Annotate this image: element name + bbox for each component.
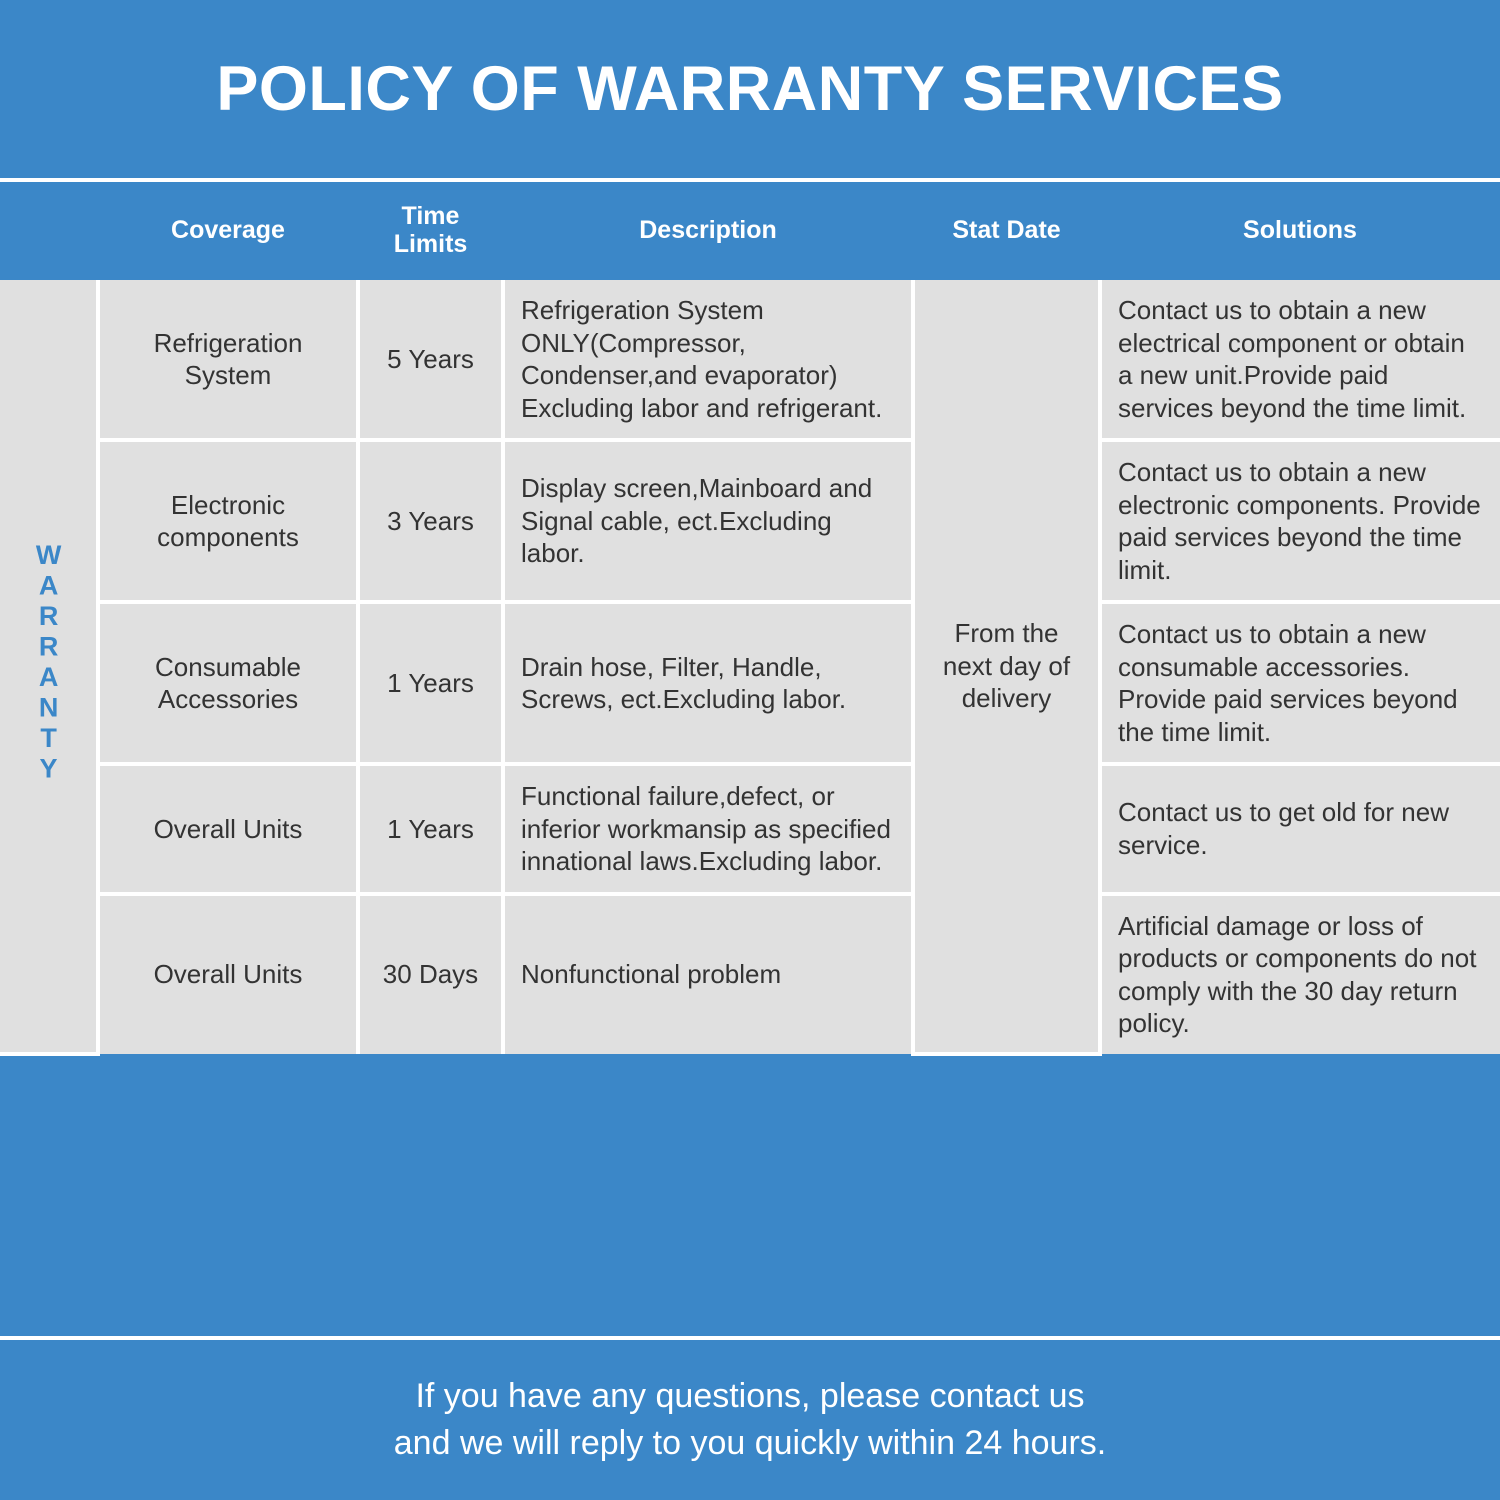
cell-solutions: Contact us to obtain a new electrical component or obtain a new unit.Provide paid services beyond the time limit.	[1100, 280, 1500, 440]
table-header-time-limits: Time Limits	[358, 182, 503, 280]
cell-description: Nonfunctional problem	[503, 894, 913, 1054]
table-row	[0, 602, 1500, 764]
cell-time-limits: 1 Years	[358, 764, 503, 894]
cell-time-limits: 5 Years	[358, 280, 503, 440]
table-row	[0, 280, 1500, 440]
cell-solutions: Artificial damage or loss of products or components do not comply with the 30 day return policy.	[1100, 894, 1500, 1054]
cell-coverage: Consumable Accessories	[98, 602, 358, 764]
footer-line-2: and we will reply to you quickly within 24 hours.	[393, 1424, 1107, 1462]
cell-description: Refrigeration System ONLY(Compressor, Condenser,and evaporator) Excluding labor and refrigerant.	[503, 280, 913, 440]
cell-description: Display screen,Mainboard and Signal cable, ect.Excluding labor.	[503, 440, 913, 602]
table-header-solutions: Solutions	[1100, 182, 1500, 280]
table-header-stat-date: Stat Date	[913, 182, 1100, 280]
cell-time-limits: 3 Years	[358, 440, 503, 602]
page-title-band	[0, 0, 1500, 182]
page-title: POLICY OF WARRANTY SERVICES	[216, 53, 1284, 124]
cell-solutions: Contact us to obtain a new electronic components. Provide paid services beyond the time limit.	[1100, 440, 1500, 602]
table-row	[0, 894, 1500, 1054]
footer-line-1: If you have any questions, please contact us	[415, 1377, 1085, 1416]
table-header-corner	[0, 182, 98, 280]
cell-coverage: Refrigeration System	[98, 280, 358, 440]
cell-solutions: Contact us to obtain a new consumable accessories. Provide paid services beyond the time limit.	[1100, 602, 1500, 764]
cell-stat-date: From the next day of delivery	[913, 280, 1100, 1054]
cell-time-limits: 30 Days	[358, 894, 503, 1054]
warranty-side-label: WARRANTY	[33, 540, 64, 784]
table-header	[0, 182, 1500, 280]
cell-description: Drain hose, Filter, Handle, Screws, ect.Excluding labor.	[503, 602, 913, 764]
table-header-row	[0, 182, 1500, 280]
cell-coverage: Overall Units	[98, 764, 358, 894]
warranty-table-container	[0, 182, 1500, 1336]
footer-text	[394, 1373, 1106, 1467]
table-row	[0, 440, 1500, 602]
cell-coverage: Electronic components	[98, 440, 358, 602]
table-header-description: Description	[503, 182, 913, 280]
cell-coverage: Overall Units	[98, 894, 358, 1054]
cell-time-limits: 1 Years	[358, 602, 503, 764]
footer-band	[0, 1336, 1500, 1500]
table-row	[0, 764, 1500, 894]
warranty-table	[0, 182, 1500, 1056]
cell-solutions: Contact us to get old for new service.	[1100, 764, 1500, 894]
table-header-coverage: Coverage	[98, 182, 358, 280]
warranty-side-label-cell	[0, 280, 98, 1054]
cell-description: Functional failure,defect, or inferior workmansip as specified innational laws.Excluding labor.	[503, 764, 913, 894]
table-body	[0, 280, 1500, 1054]
